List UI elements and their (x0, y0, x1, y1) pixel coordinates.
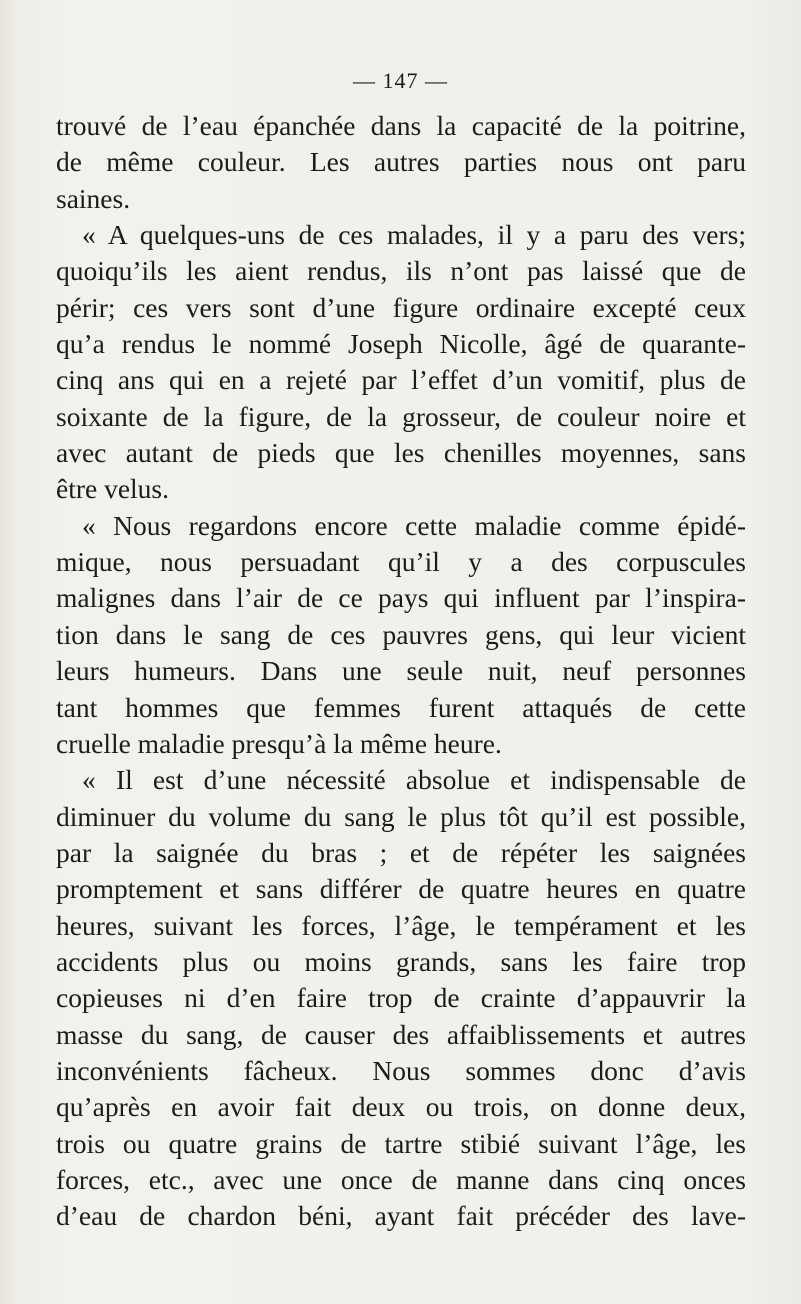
text-line: saines. (56, 182, 131, 214)
text-line: « Nous regardons encore cette maladie comme épidé- (82, 509, 746, 541)
text-line: de même couleur. Les autres parties nous ont paru (56, 146, 746, 178)
text-line: cruelle maladie presqu’à la même heure. (56, 727, 502, 759)
text-line: cinq ans qui en a rejeté par l’effet d’un vomitif, plus de (56, 364, 746, 396)
text-line: par la saignée du bras ; et de répéter les saignées (56, 836, 746, 868)
text-line: inconvénients fâcheux. Nous sommes donc d’avis (56, 1054, 746, 1086)
text-line: avec autant de pieds que les chenilles moyennes, sans (56, 437, 746, 469)
text-line: accidents plus ou moins grands, sans les faire trop (56, 945, 746, 977)
text-line: tion dans le sang de ces pauvres gens, qui leur vicient (56, 618, 746, 650)
text-line: soixante de la figure, de la grosseur, de couleur noire et (56, 400, 746, 432)
text-line: quoiqu’ils les aient rendus, ils n’ont pas laissé que de (56, 255, 746, 287)
text-line: forces, etc., avec une once de manne dans cinq onces (56, 1163, 746, 1195)
text-line: leurs humeurs. Dans une seule nuit, neuf personnes (56, 655, 746, 687)
text-line: qu’a rendus le nommé Joseph Nicolle, âgé de quarante- (56, 328, 746, 360)
page-number: — 147 — (353, 68, 448, 93)
text-line: périr; ces vers sont d’une figure ordinaire excepté ceux (56, 291, 746, 323)
text-line: mique, nous persuadant qu’il y a des corpuscules (56, 546, 746, 578)
text-line: tant hommes que femmes furent attaqués de cette (56, 691, 746, 723)
text-line: d’eau de chardon béni, ayant fait précéder des lave- (56, 1200, 746, 1232)
text-line: qu’après en avoir fait deux ou trois, on donne deux, (56, 1091, 746, 1123)
text-line: être velus. (56, 473, 170, 505)
text-line: « A quelques-uns de ces malades, il y a paru des vers; (82, 219, 746, 251)
text-line: trouvé de l’eau épanchée dans la capacité de la poitrine, (56, 110, 746, 141)
text-line: copieuses ni d’en faire trop de crainte d’appauvrir la (56, 982, 746, 1014)
body-text (56, 108, 746, 1235)
text-line: masse du sang, de causer des affaiblissements et autres (56, 1018, 746, 1050)
text-line: promptement et sans différer de quatre heures en quatre (56, 873, 746, 905)
text-line: heures, suivant les forces, l’âge, le tempérament et les (56, 909, 746, 941)
text-line: trois ou quatre grains de tartre stibié suivant l’âge, les (56, 1127, 746, 1159)
text-line: malignes dans l’air de ce pays qui influent par l’inspira- (56, 582, 746, 614)
text-line: diminuer du volume du sang le plus tôt qu’il est possible, (56, 800, 746, 832)
text-line: « Il est d’une nécessité absolue et indispensable de (82, 764, 746, 796)
